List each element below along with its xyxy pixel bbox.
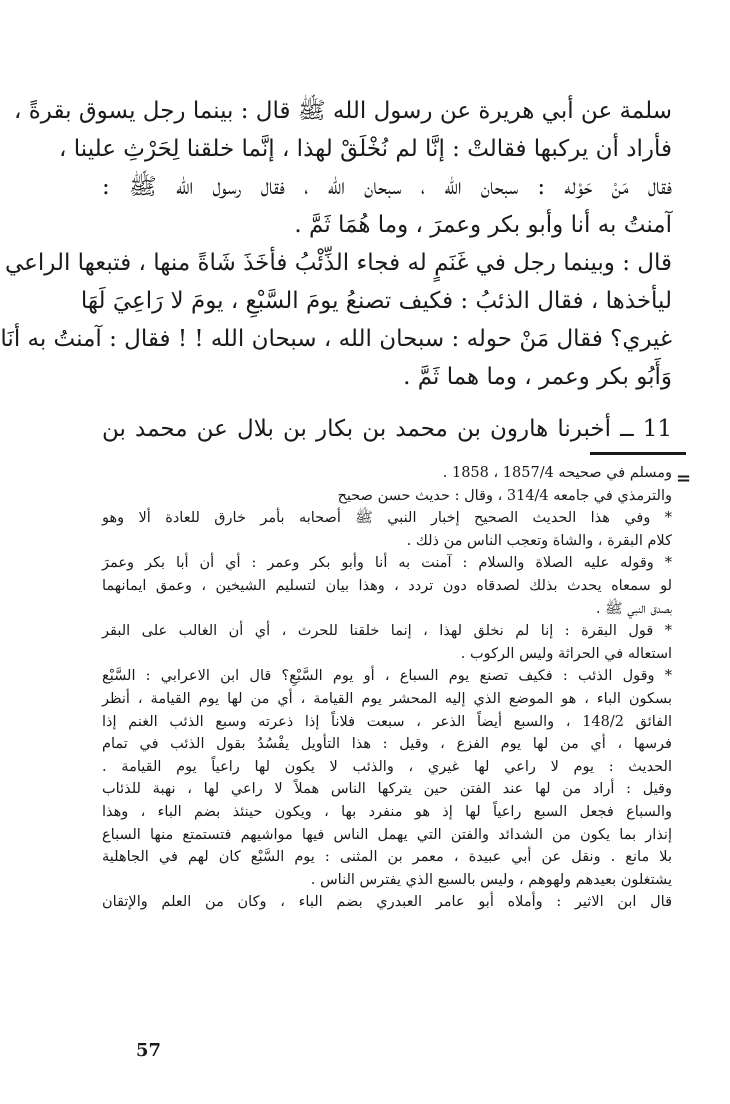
main-text-line: قال : وبينما رجل في غَنَمٍ له فجاء الذِّئْبُ فأخَذَ شَاةً منها ، فتبعها الراعي bbox=[4, 250, 672, 276]
footnote-line: * قول البقرة : إنا لم نخلق لهذا ، إنما خلقنا للحرث ، أي أن الغالب على البقر bbox=[102, 623, 672, 640]
main-text-line: سلمة عن أبي هريرة عن رسول الله ﷺ قال : بينما رجل يسوق بقرةً ، bbox=[14, 98, 672, 124]
footnote-line: ومسلم في صحيحه 1857/4 ، 1858 . bbox=[442, 465, 672, 481]
main-text-line: ليأخذها ، فقال الذئبُ : فكيف تصنعُ يومَ السَّبْعِ ، يومَ لا رَاعِيَ لَهَا bbox=[80, 288, 672, 314]
footnote-line: بلا مانع . ونقل عن أبي عبيدة ، معمر بن المثنى : يوم السَّبْع كان لهم في الجاهلية bbox=[102, 849, 672, 866]
footnote-line: وقيل : أراد من لها عند الفتن حين يتركها الناس هملاً لا راعي لها ، نهبة للذئاب bbox=[102, 781, 672, 798]
footnote-line: * وفي هذا الحديث الصحيح إخبار النبي ﷺ أصحابه بأمر خارق للعادة ألا وهو bbox=[102, 510, 672, 527]
footnote-line: بسكون الباء ، هو الموضع الذي إليه المحشر يوم القيامة ، أي من لها يوم القيامة ، أنظر bbox=[102, 690, 672, 707]
main-text-line: وَأَبُو بكر وعمر ، وما هما ثَمَّ . bbox=[403, 364, 672, 390]
hadith-number-line: 11 ــ أخبرنا هارون بن محمد بن بكار بن بلال عن محمد بن bbox=[102, 416, 672, 442]
footnote-line: استعاله في الحراثة وليس الركوب . bbox=[460, 645, 672, 662]
footnote-continuation-marker: = bbox=[676, 468, 692, 489]
footnote-divider bbox=[590, 452, 686, 455]
footnote-line: الفائق 148/2 ، والسبع أيضاً الذعر ، سبعت فلاناً إذا ذعرته وسبع الذئب الغنم إذا bbox=[102, 713, 673, 730]
main-text-line: فأراد أن يركبها فقالتْ : إنَّا لم نُخْلَقْ لهذا ، إنَّما خلقنا لِحَرْثِ علينا ، bbox=[59, 136, 672, 162]
footnote-line: * وقول الذئب : فكيف تصنع يوم السباع ، أو يوم السَّبْعِ؟ قال ابن الاعرابي : السَّبْع bbox=[102, 668, 672, 685]
main-text-line: آمنتُ به أنا وأبو بكر وعمرَ ، وما هُمَا ثَمَّ . bbox=[294, 212, 672, 238]
main-text-line: فقال مَنْ حَوْله : سبحان الله ، سبحان الله ، فقال رسول الله ﷺ : bbox=[102, 174, 672, 200]
footnote-line: إنذار بما يكون من الشدائد والفتن التي يهمل الناس فيها مواشيهم فتستمتع منها السباع bbox=[102, 826, 672, 843]
footnote-line: الحديث : يوم لا راعي لها غيري ، والذئب لا يكون لها راعياً يوم القيامة . bbox=[102, 758, 672, 775]
footnote-line: والسباع فجعل السبع راعياً لها إذ هو منفرد بها ، ويكون حينئذ بضم الباء ، وهذا bbox=[102, 803, 672, 820]
footnote-line: لو سمعاه يحدث بذلك لصدقاه دون تردد ، وهذا بيان لتسليم الشيخين ، وعمق ايمانهما bbox=[102, 577, 672, 594]
main-hadith-text bbox=[0, 92, 672, 448]
footnote-line: يشتغلون بعيدهم ولهوهم ، وليس بالسبع الذي يفترس الناس . bbox=[310, 871, 672, 888]
footnotes-section bbox=[102, 462, 672, 914]
main-text-line: غيري؟ فقال مَنْ حوله : سبحان الله ، سبحان الله ! ! فقال : آمنتُ به أنَا bbox=[0, 326, 672, 352]
footnote-line: كلام البقرة ، والشاة وتعجب الناس من ذلك . bbox=[406, 532, 672, 549]
footnote-line: قال ابن الاثير : وأملاه أبو عامر العبدري بضم الباء ، وكان من العلم والإتقان bbox=[102, 894, 672, 911]
footnote-line: بصدق النبي ﷺ . bbox=[595, 600, 672, 617]
footnote-line: والترمذي في جامعه 314/4 ، وقال : حديث حسن صحيح bbox=[337, 487, 672, 504]
page-number: 57 bbox=[136, 1040, 162, 1061]
footnote-line: فرسها ، أي من لها يوم الفزع ، وقيل : هذا التأويل يفْسُدُ بقول الذئب في تمام bbox=[102, 736, 672, 753]
footnote-line: * وقوله عليه الصلاة والسلام : آمنت به أنا وأبو بكر وعمر : أي أن أبا بكر وعمرَ bbox=[102, 555, 672, 572]
